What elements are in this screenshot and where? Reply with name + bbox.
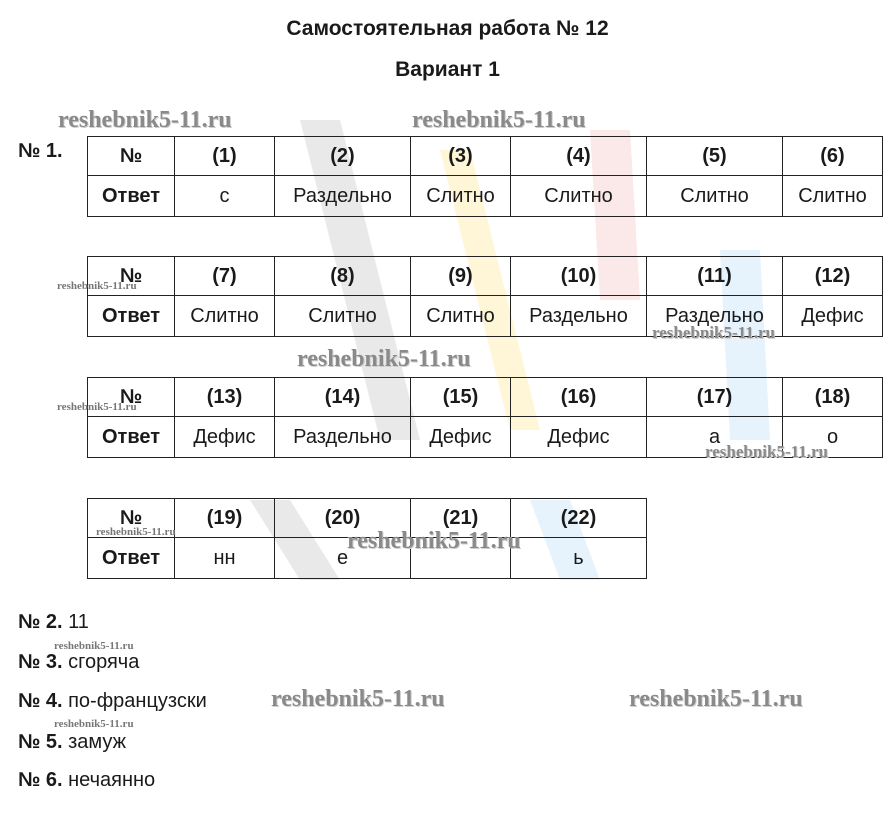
task-3 [18,651,139,674]
task-label: № 6. [18,769,63,791]
watermark-text: reshebnik5-11.ru [96,526,176,538]
task-1-label: № 1. [18,140,63,162]
watermark-text: reshebnik5-11.ru [54,718,134,730]
task-4 [18,690,207,713]
question-number: (13) [175,378,275,417]
question-number: (20) [275,499,411,538]
question-number: (14) [275,378,411,417]
variant-title: Вариант 1 [395,58,500,81]
answer-cell: о [783,417,883,458]
question-number: (15) [411,378,511,417]
answer-cell: Слитно [511,176,647,217]
answer-cell: а [647,417,783,458]
answer-cell: нн [175,538,275,579]
watermark-text: reshebnik5-11.ru [347,528,521,554]
watermark-text: reshebnik5-11.ru [297,346,471,372]
task-label: № 4. [18,690,63,712]
watermark-text: reshebnik5-11.ru [54,640,134,652]
question-number: (8) [275,257,411,296]
task-label: № 3. [18,651,63,673]
answer-cell: Раздельно [647,296,783,337]
question-number: (17) [647,378,783,417]
answer-cell: Раздельно [511,296,647,337]
answer-cell: Раздельно [275,417,411,458]
task-5 [18,731,126,754]
question-number: (2) [275,137,411,176]
question-number: (1) [175,137,275,176]
table-row [88,257,883,296]
answer-cell: Слитно [411,176,511,217]
question-number: (19) [175,499,275,538]
table-row [88,137,883,176]
question-number: (11) [647,257,783,296]
row-header-answer: Ответ [88,296,175,337]
watermark-text: reshebnik5-11.ru [271,686,445,712]
answer-cell: Слитно [275,296,411,337]
watermark-text: reshebnik5-11.ru [57,280,137,292]
task-2 [18,611,89,634]
row-header-num: № [88,499,175,538]
row-header-answer: Ответ [88,538,175,579]
task-label: № 2. [18,611,63,633]
question-number: (10) [511,257,647,296]
watermark-text: reshebnik5-11.ru [629,686,803,712]
question-number: (5) [647,137,783,176]
answer-cell: Раздельно [275,176,411,217]
row-header-answer: Ответ [88,176,175,217]
question-number: (18) [783,378,883,417]
answer-cell: Дефис [511,417,647,458]
watermark-text: reshebnik5-11.ru [58,107,232,133]
answer-cell: с [175,176,275,217]
watermark-text: reshebnik5-11.ru [652,323,775,342]
answer-cell: Слитно [411,296,511,337]
answer-cell: Дефис [411,417,511,458]
task-answer: 11 [68,611,89,633]
page-title: Самостоятельная работа № 12 [286,17,609,40]
answer-cell: Слитно [783,176,883,217]
watermark-text: reshebnik5-11.ru [705,442,828,461]
question-number: (3) [411,137,511,176]
answer-cell: ь [511,538,647,579]
question-number: (7) [175,257,275,296]
table-row [88,176,883,217]
table-row [88,378,883,417]
answer-cell: Слитно [175,296,275,337]
watermark-text: reshebnik5-11.ru [412,107,586,133]
answer-cell: Слитно [647,176,783,217]
task-answer: замуж [68,731,126,753]
task-label: № 5. [18,731,63,753]
task-answer: нечаянно [68,769,156,791]
question-number: (21) [411,499,511,538]
question-number: (6) [783,137,883,176]
task-answer: по-французски [68,690,207,712]
row-header-num: № [88,378,175,417]
question-number: (22) [511,499,647,538]
row-header-num: № [88,137,175,176]
answer-cell: е [275,538,411,579]
row-header-answer: Ответ [88,417,175,458]
watermark-text: reshebnik5-11.ru [57,401,137,413]
answer-table-1 [87,136,883,217]
answer-cell: Дефис [175,417,275,458]
answer-cell: Дефис [783,296,883,337]
question-number: (4) [511,137,647,176]
question-number: (12) [783,257,883,296]
question-number: (9) [411,257,511,296]
task-answer: сгоряча [68,651,140,673]
question-number: (16) [511,378,647,417]
task-6 [18,769,155,792]
row-header-num: № [88,257,175,296]
